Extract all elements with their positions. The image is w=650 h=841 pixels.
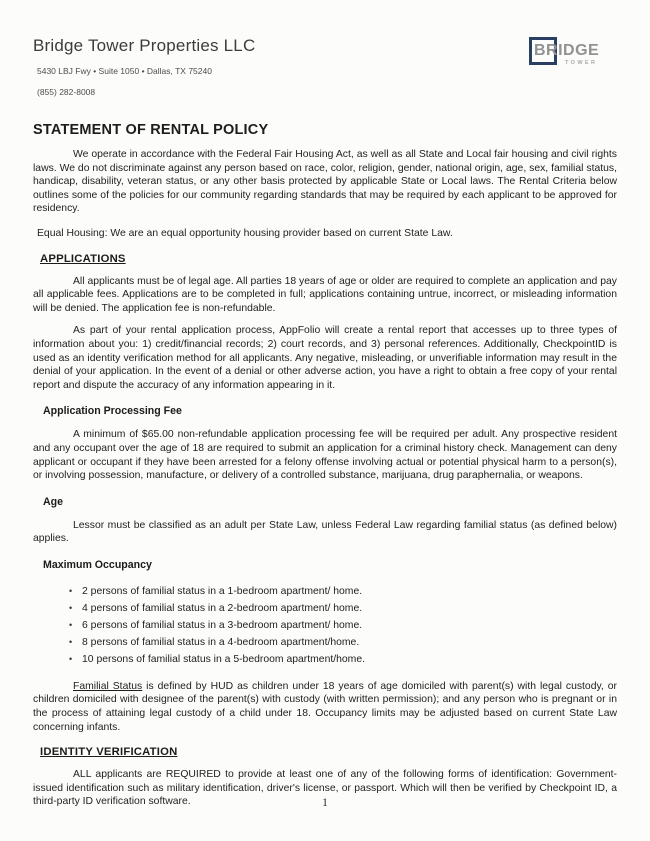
subheading-application-processing-fee: Application Processing Fee — [43, 405, 182, 418]
company-phone: (855) 282-8008 — [37, 87, 96, 97]
subheading-age: Age — [43, 495, 64, 508]
equal-housing-statement: Equal Housing: We are an equal opportunity housing provider based on current State Law. — [37, 227, 453, 239]
processing-fee-paragraph: A minimum of $65.00 non-refundable application processing fee will be required per adult. Any prospective resident and any occupant over the age of 18 are required to submit an application for a criminal history check. Management can deny applicant or occupant if they have been arrested for a felony offense involving actual or potential physical harm to a person(s), or involving possession, manufacture, or delivery of a controlled substance, marijuana, drug paraphernalia, or weapons. — [33, 429, 617, 482]
document-header — [33, 36, 617, 114]
age-paragraph: Lessor must be classified as an adult per State Law, unless Federal Law regarding familial status (as defined below) applies. — [33, 519, 617, 545]
occupancy-bullet-list — [33, 583, 617, 668]
subheading-maximum-occupancy: Maximum Occupancy — [43, 558, 152, 571]
familial-status-definition: is defined by HUD as children under 18 years of age domiciled with parent(s) with legal custody, or children domiciled with designee of the parent(s) with custody (with written permission); and any person who is pregnant or in the process of attaining legal custody of a child under 18. Occupancy limits may be adjusted based on current State Law concerning infants. — [33, 680, 617, 733]
identity-verification-paragraph: ALL applicants are REQUIRED to provide at least one of any of the following forms of identification: Government-issued identification such as military identification, driver's license, or passport. Which will then be verified by Checkpoint ID, a third-party ID verification software. — [33, 769, 617, 808]
company-logo — [529, 37, 609, 71]
applications-paragraph-2: As part of your rental application process, AppFolio will create a rental report that accesses up to three types of information about you: 1) credit/financial records; 2) court records, and 3) personal references. Additionally, CheckpointID is used as an identity verification method for all applicants. Any negative, misleading, or unverifiable information may result in the denial of your application. In the event of a denial or other adverse action, you have a right to obtain a free copy of your rental report and dispute the accuracy of any information appearing in it. — [33, 325, 617, 391]
company-name: Bridge Tower Properties LLC — [33, 36, 256, 55]
list-item: • 10 persons of familial status in a 5-bedroom apartment/home. — [69, 651, 617, 668]
page-number: 1 — [322, 797, 328, 809]
list-item: • 2 persons of familial status in a 1-bedroom apartment/ home. — [69, 583, 617, 600]
intro-paragraph: We operate in accordance with the Federal Fair Housing Act, as well as all State and Local fair housing and civil rights laws. We do not discriminate against any person based on race, color, religion, gender, national origin, age, sex, familial status, handicap, disability, veteran status, or any other basis protected by applicable State or Local laws. The Rental Criteria below outlines some of the policies for our community regarding standards that may be required by each applicant to be approved for residency. — [33, 149, 617, 215]
logo-wordmark-tower: TOWER — [565, 60, 598, 66]
list-item: • 6 persons of familial status in a 3-bedroom apartment/ home. — [69, 617, 617, 634]
logo-wordmark-bridge: BRIDGE — [534, 42, 600, 59]
applications-paragraph-1: All applicants must be of legal age. All parties 18 years of age or older are required to complete an application and pay all applicable fees. Applications are to be completed in full; applications containing untrue, incorrect, or misleading information will be denied. The application fee is non-refundable. — [33, 275, 617, 314]
section-heading-identity-verification: IDENTITY VERIFICATION — [40, 746, 178, 759]
list-item: • 8 persons of familial status in a 4-bedroom apartment/home. — [69, 634, 617, 651]
company-address: 5430 LBJ Fwy • Suite 1050 • Dallas, TX 75240 — [37, 66, 212, 76]
familial-status-paragraph — [33, 680, 617, 734]
section-heading-applications: APPLICATIONS — [40, 252, 126, 265]
list-item: • 4 persons of familial status in a 2-bedroom apartment/ home. — [69, 600, 617, 617]
page-title: STATEMENT OF RENTAL POLICY — [33, 122, 269, 138]
familial-status-term: Familial Status — [73, 680, 143, 692]
